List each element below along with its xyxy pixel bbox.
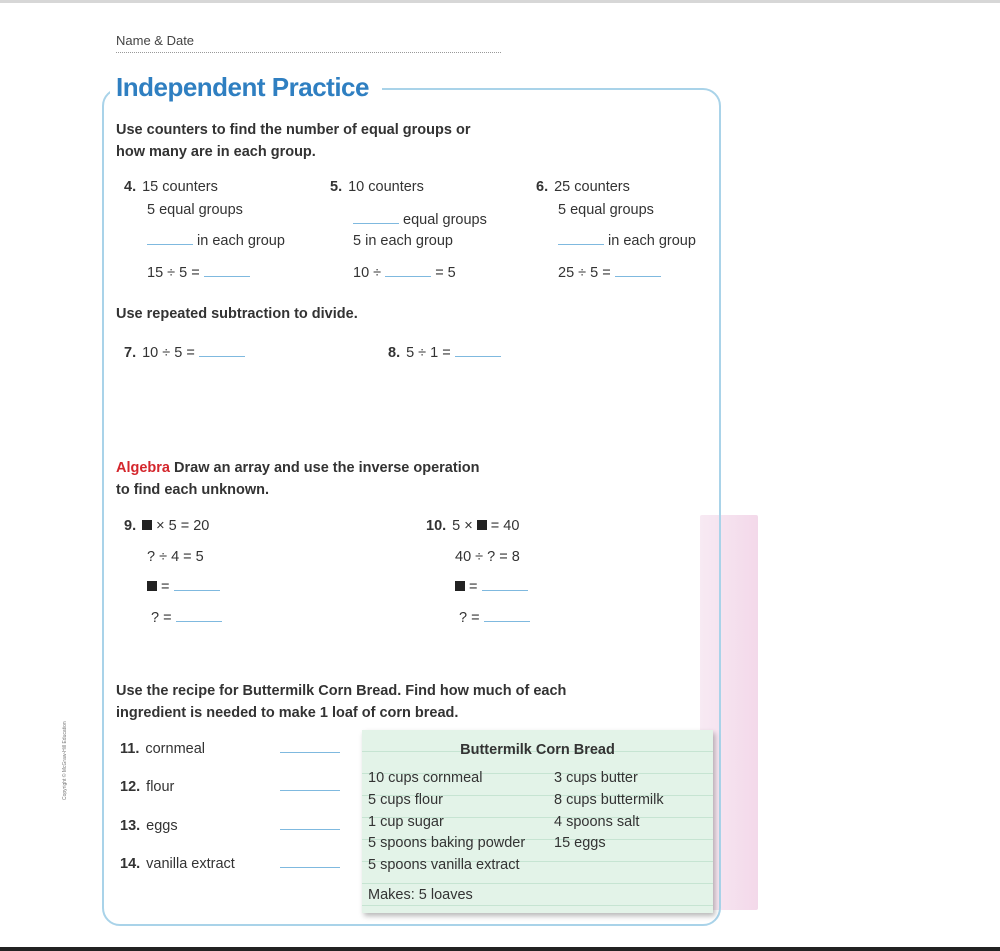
problem-4-equation: 15 ÷ 5 = bbox=[147, 264, 250, 282]
problem-5-line3: 5 in each group bbox=[353, 233, 453, 249]
section4-instruction: Use the recipe for Buttermilk Corn Bread. Find how much of each ingredient is needed to make 1 loaf of corn bread. bbox=[116, 683, 567, 721]
answer-blank[interactable] bbox=[280, 778, 340, 791]
answer-blank[interactable] bbox=[353, 211, 399, 224]
unknown-square-icon bbox=[455, 581, 465, 591]
copyright-note: Copyright © McGraw-Hill Education bbox=[62, 721, 68, 800]
recipe-item: 8 cups buttermilk bbox=[554, 792, 664, 808]
recipe-item: 5 spoons baking powder bbox=[368, 835, 526, 851]
answer-blank[interactable] bbox=[615, 264, 661, 277]
problem-5-line2: equal groups bbox=[353, 211, 487, 229]
problem-4-line1: 4. 15 counters bbox=[124, 179, 218, 195]
answer-blank[interactable] bbox=[176, 609, 222, 622]
recipe-item: 3 cups butter bbox=[554, 770, 638, 786]
problem-6-line3: in each group bbox=[558, 232, 696, 250]
problem-6-line2: 5 equal groups bbox=[558, 202, 654, 218]
answer-blank[interactable] bbox=[147, 232, 193, 245]
answer-blank[interactable] bbox=[280, 855, 340, 868]
name-date-label: Name & Date bbox=[116, 33, 195, 48]
problem-7: 7. 10 ÷ 5 = bbox=[124, 344, 245, 362]
problem-6-line1: 6. 25 counters bbox=[536, 179, 630, 195]
problem-9-square-answer: = bbox=[147, 578, 220, 596]
answer-blank[interactable] bbox=[280, 740, 340, 753]
top-border bbox=[0, 0, 1000, 3]
problem-6-equation: 25 ÷ 5 = bbox=[558, 264, 661, 282]
answer-blank[interactable] bbox=[204, 264, 250, 277]
problem-10-eq2: 40 ÷ ? = 8 bbox=[455, 549, 520, 565]
page-title: Independent Practice bbox=[116, 72, 369, 102]
unknown-square-icon bbox=[477, 520, 487, 530]
recipe-makes: Makes: 5 loaves bbox=[368, 887, 473, 903]
answer-blank[interactable] bbox=[558, 232, 604, 245]
answer-blank[interactable] bbox=[280, 817, 340, 830]
recipe-item: 15 eggs bbox=[554, 835, 606, 851]
answer-blank[interactable] bbox=[484, 609, 530, 622]
recipe-item: 5 cups flour bbox=[368, 792, 443, 808]
problem-4-line2: 5 equal groups bbox=[147, 202, 243, 218]
answer-blank[interactable] bbox=[482, 578, 528, 591]
problem-10-eq1: 10. 5 × = 40 bbox=[426, 518, 520, 534]
bottom-border bbox=[0, 947, 1000, 951]
problem-10-question-answer: ? = bbox=[459, 609, 530, 627]
problem-9-eq2: ? ÷ 4 = 5 bbox=[147, 549, 204, 565]
unknown-square-icon bbox=[147, 581, 157, 591]
name-date-line[interactable] bbox=[116, 52, 501, 53]
algebra-label: Algebra bbox=[116, 460, 170, 476]
answer-blank[interactable] bbox=[385, 264, 431, 277]
recipe-item: 4 spoons salt bbox=[554, 814, 640, 830]
recipe-item: 10 cups cornmeal bbox=[368, 770, 483, 786]
section1-instruction: Use counters to find the number of equal groups or how many are in each group. bbox=[116, 122, 471, 160]
problem-5-equation: 10 ÷ = 5 bbox=[353, 265, 456, 281]
problem-11: 11. cornmeal bbox=[120, 741, 205, 757]
section2-instruction: Use repeated subtraction to divide. bbox=[116, 306, 358, 322]
problem-5-line1: 5. 10 counters bbox=[330, 179, 424, 195]
problem-8: 8. 5 ÷ 1 = bbox=[388, 344, 501, 362]
problem-14: 14. vanilla extract bbox=[120, 856, 235, 872]
section3-instruction: Algebra Draw an array and use the inverse operation to find each unknown. bbox=[116, 460, 480, 498]
answer-blank[interactable] bbox=[174, 578, 220, 591]
unknown-square-icon bbox=[142, 520, 152, 530]
problem-13: 13. eggs bbox=[120, 818, 178, 834]
problem-12: 12. flour bbox=[120, 779, 175, 795]
recipe-card bbox=[362, 730, 713, 913]
problem-9-question-answer: ? = bbox=[151, 609, 222, 627]
problem-10-square-answer: = bbox=[455, 578, 528, 596]
recipe-item: 1 cup sugar bbox=[368, 814, 444, 830]
recipe-title: Buttermilk Corn Bread bbox=[460, 742, 615, 758]
answer-blank[interactable] bbox=[199, 344, 245, 357]
recipe-item: 5 spoons vanilla extract bbox=[368, 857, 520, 873]
problem-4-line3: in each group bbox=[147, 232, 285, 250]
problem-9-eq1: 9. × 5 = 20 bbox=[124, 518, 210, 534]
answer-blank[interactable] bbox=[455, 344, 501, 357]
